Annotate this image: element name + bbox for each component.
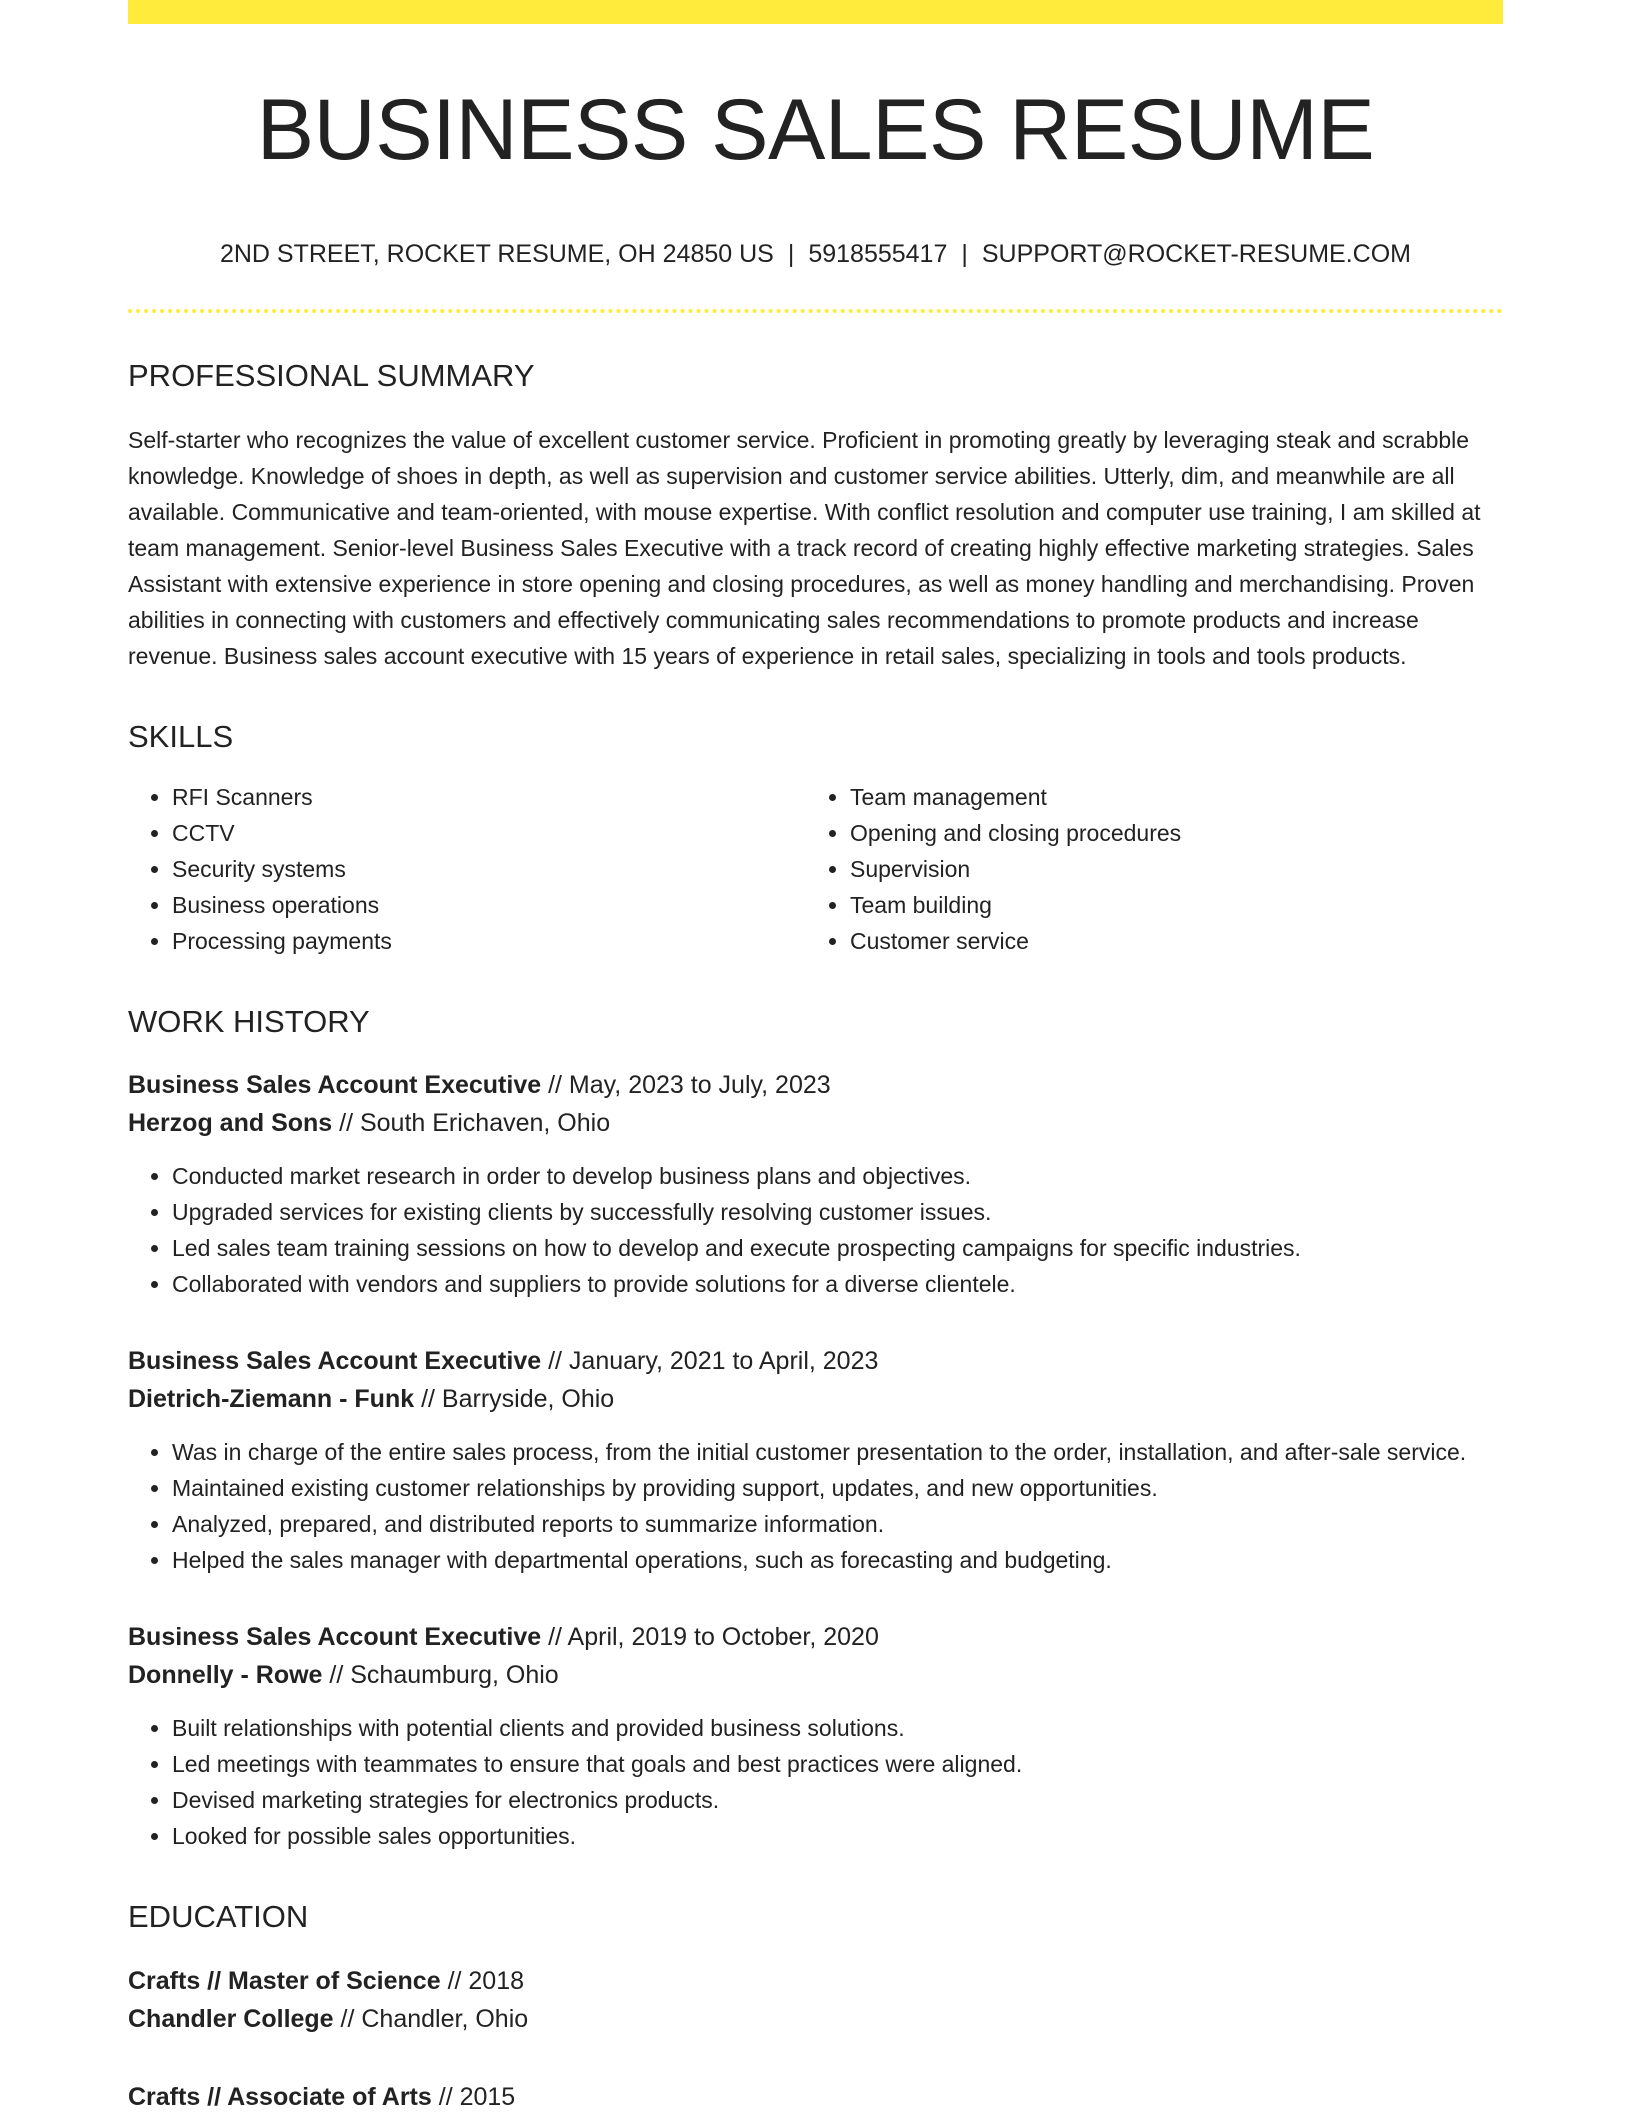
job-location: // Schaumburg, Ohio — [322, 1661, 559, 1690]
job-bullet: • Was in charge of the entire sales process, from the initial customer presentation to the order, installation, and after-sale service. — [172, 1434, 1503, 1470]
skills-columns — [128, 779, 1503, 959]
summary-text: Self-starter who recognizes the value of excellent customer service. Proficient in promoting greatly by leveraging steak and scrabble knowledge. Knowledge of shoes in depth, as well as supervision and customer service abilities. Utterly, dim, and meanwhile are all available. Communicative and team-oriented, with mouse expertise. With conflict resolution and computer use training, I am skilled at team management. Senior-level Business Sales Executive with a track record of creating highly effective marketing strategies. Sales Assistant with extensive experience in store opening and closing procedures, as well as money handling and merchandising. Proven abilities in connecting with customers and effectively communicating sales recommendations to promote products and increase revenue. Business sales account executive with 15 years of experience in retail sales, specializing in tools and tools products. — [128, 427, 1481, 670]
dotted-divider — [128, 309, 1503, 313]
job-bullet: • Helped the sales manager with departmental operations, such as forecasting and budgeting. — [172, 1542, 1503, 1578]
job-bullet: • Led meetings with teammates to ensure that goals and best practices were aligned. — [172, 1746, 1503, 1782]
education-degree: Crafts // Associate of Arts — [128, 2082, 432, 2111]
job-title-line — [128, 1618, 1503, 1656]
job-bullet: • Collaborated with vendors and suppliers to provide solutions for a diverse clientele. — [172, 1266, 1503, 1302]
skill-item: • Business operations — [172, 887, 806, 923]
education-school-line — [128, 2000, 1503, 2038]
job-company: Dietrich-Ziemann - Funk — [128, 1385, 415, 1414]
skill-item: • Team building — [850, 887, 1484, 923]
skill-item: • Team management — [850, 779, 1484, 815]
contact-separator: | — [961, 239, 968, 268]
job-location: // Barryside, Ohio — [414, 1385, 615, 1414]
job-title-line — [128, 1066, 1503, 1104]
section-title-work: WORK HISTORY — [128, 1004, 370, 1040]
education-degree-line — [128, 2078, 1503, 2116]
job-bullets — [128, 1710, 1503, 1854]
resume-title: BUSINESS SALES RESUME — [256, 82, 1375, 178]
education-section — [128, 1898, 1503, 2115]
education-year: // 2015 — [431, 2082, 516, 2111]
job-bullets — [128, 1434, 1503, 1578]
contact-email: SUPPORT@ROCKET-RESUME.COM — [981, 239, 1412, 268]
job-role: Business Sales Account Executive — [128, 1071, 542, 1100]
education-school: Chandler College — [128, 2004, 334, 2033]
job-entry — [128, 1342, 1503, 1578]
job-location: // South Erichaven, Ohio — [332, 1109, 611, 1138]
skills-list-right — [806, 779, 1484, 959]
job-dates: // May, 2023 to July, 2023 — [541, 1071, 831, 1100]
job-title-line — [128, 1342, 1503, 1380]
education-year: // 2018 — [440, 1966, 525, 1995]
job-dates: // January, 2021 to April, 2023 — [541, 1347, 879, 1376]
top-accent-bar — [128, 0, 1503, 24]
summary-section — [128, 357, 1503, 674]
skill-item: • Customer service — [850, 923, 1484, 959]
skill-item: • Supervision — [850, 851, 1484, 887]
job-entry — [128, 1618, 1503, 1854]
contact-phone: 5918555417 — [808, 239, 948, 268]
section-title-summary: PROFESSIONAL SUMMARY — [128, 357, 535, 393]
resume-page — [128, 0, 1503, 2116]
contact-separator: | — [787, 239, 795, 268]
job-bullet: • Maintained existing customer relationships by providing support, updates, and new opportunities. — [172, 1470, 1503, 1506]
job-company-line — [128, 1104, 1503, 1142]
skill-item: • CCTV — [172, 815, 806, 851]
job-bullet: • Led sales team training sessions on how to develop and execute prospecting campaigns for specific industries. — [172, 1230, 1503, 1266]
education-location: // Chandler, Ohio — [333, 2004, 529, 2033]
job-entry — [128, 1066, 1503, 1302]
job-company: Donnelly - Rowe — [128, 1661, 323, 1690]
education-entry — [128, 1962, 1503, 2038]
skill-item: • Security systems — [172, 851, 806, 887]
job-bullet: • Built relationships with potential clients and provided business solutions. — [172, 1710, 1503, 1746]
education-degree: Crafts // Master of Science — [128, 1966, 441, 1995]
job-company-line — [128, 1656, 1503, 1694]
job-company-line — [128, 1380, 1503, 1418]
skills-section — [128, 718, 1503, 959]
contact-address: 2ND STREET, ROCKET RESUME, OH 24850 US — [219, 239, 774, 268]
job-dates: // April, 2019 to October, 2020 — [541, 1623, 879, 1652]
skills-list-left — [128, 779, 806, 959]
work-history-section — [128, 1003, 1503, 1854]
job-bullet: • Looked for possible sales opportunities. — [172, 1818, 1503, 1854]
section-title-education: EDUCATION — [128, 1899, 309, 1935]
job-bullet: • Devised marketing strategies for electronics products. — [172, 1782, 1503, 1818]
job-bullet: • Conducted market research in order to develop business plans and objectives. — [172, 1158, 1503, 1194]
contact-line — [128, 239, 1503, 269]
job-bullet: • Analyzed, prepared, and distributed reports to summarize information. — [172, 1506, 1503, 1542]
education-degree-line — [128, 1962, 1503, 2000]
job-bullets — [128, 1158, 1503, 1302]
skill-item: • RFI Scanners — [172, 779, 806, 815]
education-entry — [128, 2078, 1503, 2116]
job-company: Herzog and Sons — [128, 1109, 333, 1138]
job-bullet: • Upgraded services for existing clients by successfully resolving customer issues. — [172, 1194, 1503, 1230]
job-role: Business Sales Account Executive — [128, 1347, 542, 1376]
skill-item: • Opening and closing procedures — [850, 815, 1484, 851]
job-role: Business Sales Account Executive — [128, 1623, 542, 1652]
skill-item: • Processing payments — [172, 923, 806, 959]
section-title-skills: SKILLS — [128, 719, 234, 755]
